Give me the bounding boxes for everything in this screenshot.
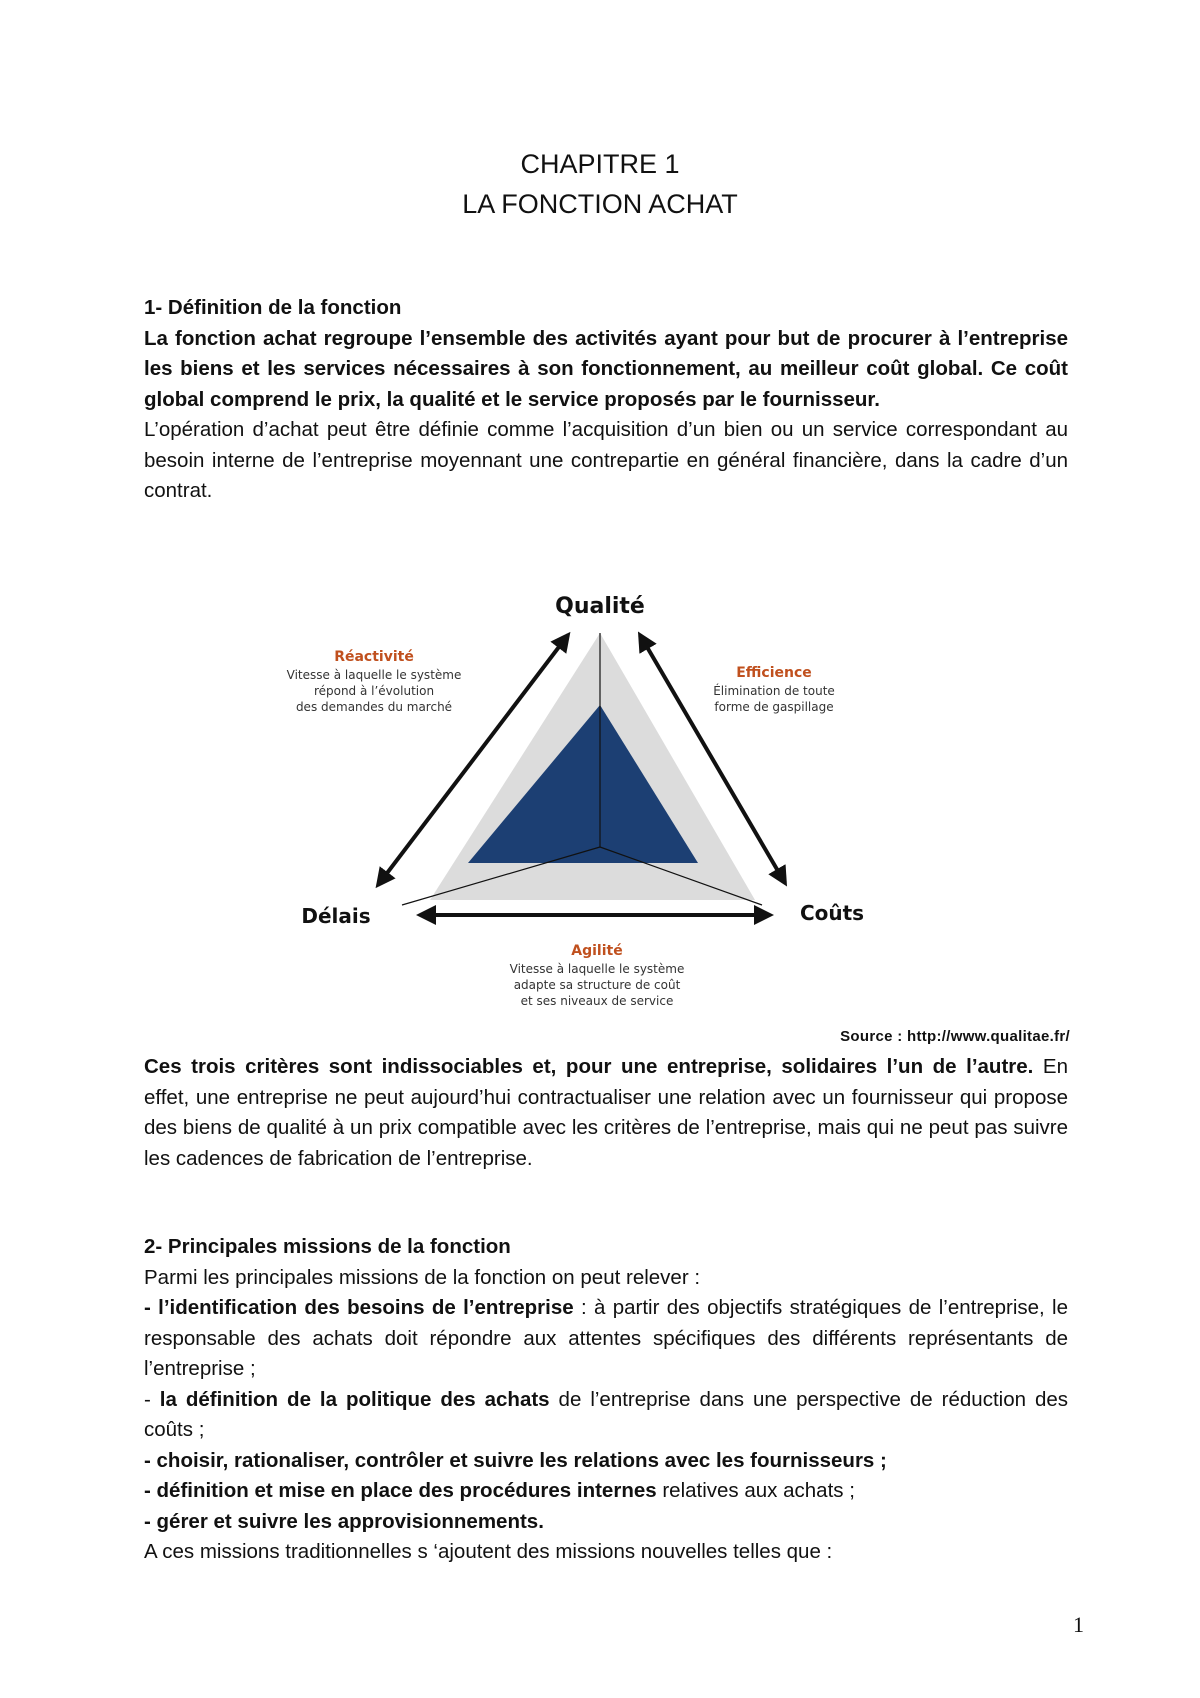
mission-1-normal: : à partir des objectifs stratégiques de l’entreprise, le responsable des achats doit répondre aux attentes spécifiques des différents représentants de l’entreprise ; [144, 1296, 1068, 1380]
mission-3: - choisir, rationaliser, contrôler et suivre les relations avec les fournisseurs ; [144, 1448, 887, 1472]
delais-label: Délais [301, 904, 371, 928]
chapter-number: CHAPITRE 1 [520, 149, 680, 179]
efficience-line-1: Élimination de toute [713, 684, 835, 698]
couts-label: Coûts [799, 901, 865, 925]
definition-paragraph: La fonction achat regroupe l’ensemble des activités ayant pour but de procurer à l’entreprise les biens et les services nécessaires à son fonctionnement, au meilleur coût global. Ce coût global comprend le prix, la qualité et le service proposés par le fournisseur. [144, 326, 1068, 411]
section-2-intro: Parmi les principales missions de la fonction on peut relever : [144, 1265, 701, 1289]
agilite-line-2: adapte sa structure de coût [513, 978, 681, 992]
efficience-line-2: forme de gaspillage [714, 700, 834, 714]
section-1-heading: 1- Définition de la fonction [144, 296, 402, 319]
agilite-line-1: Vitesse à laquelle le système [509, 962, 685, 976]
page-number: 1 [1073, 1612, 1084, 1637]
reactivite-title: Réactivité [334, 649, 414, 665]
mission-2-bold: la définition de la politique des achats [159, 1387, 550, 1411]
qualite-delais-couts-diagram [286, 585, 890, 1015]
mission-2-prefix: - [144, 1387, 160, 1411]
criteria-bold: Ces trois critères sont indissociables et, pour une entreprise, solidaires l’un de l’autre. [144, 1055, 1034, 1078]
mission-1-bold: - l’identification des besoins de l’entreprise [144, 1296, 574, 1319]
section-2-outro: A ces missions traditionnelles s ‘ajoutent des missions nouvelles telles que : [144, 1540, 833, 1563]
criteria-normal: En effet, une entreprise ne peut aujourd’hui contractualiser une relation avec un fournisseur qui propose des biens de qualité à un prix compatible avec les critères de l’entreprise, mais qui ne peut pas suivre les cadences de fabrication de l’entreprise. [144, 1055, 1068, 1170]
mission-4-bold: - définition et mise en place des procédures internes [144, 1479, 657, 1502]
mission-2-normal: de l’entreprise dans une perspective de réduction des coûts ; [144, 1387, 1069, 1441]
efficience-title: Efficience [736, 665, 812, 681]
criteria-paragraph [144, 1052, 1068, 1174]
mission-5: - gérer et suivre les approvisionnements. [144, 1509, 544, 1533]
chapter-title: LA FONCTION ACHAT [462, 189, 738, 219]
mission-4-normal: relatives aux achats ; [656, 1479, 855, 1502]
reactivite-line-3: des demandes du marché [295, 700, 453, 714]
agilite-line-3: et ses niveaux de service [520, 994, 674, 1008]
reactivite-line-1: Vitesse à laquelle le système [286, 668, 462, 682]
diagram-source: Source : http://www.qualitae.fr/ [840, 1028, 1070, 1045]
reactivite-line-2: répond à l’évolution [313, 684, 435, 698]
operation-paragraph: L’opération d’achat peut être définie comme l’acquisition d’un bien ou un service correspondant au besoin interne de l’entreprise moyennant une contrepartie en général financière, dans la cadre d’un contrat. [144, 418, 1068, 502]
agilite-title: Agilité [571, 943, 623, 959]
section-2 [144, 1232, 1068, 1568]
section-1 [144, 293, 1068, 507]
qualite-label: Qualité [555, 594, 645, 619]
section-2-heading: 2- Principales missions de la fonction [144, 1235, 511, 1258]
